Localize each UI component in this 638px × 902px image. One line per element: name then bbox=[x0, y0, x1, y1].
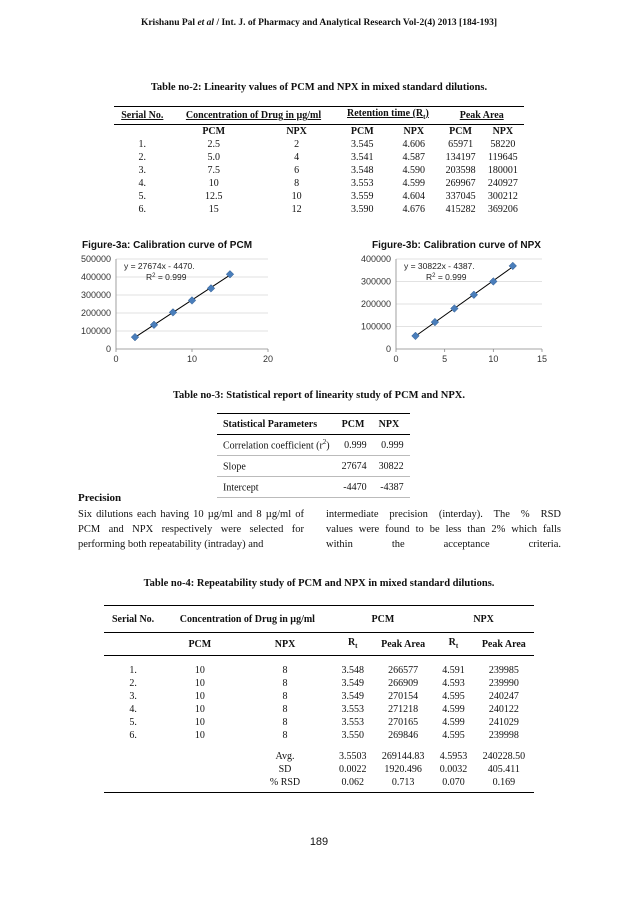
table2-caption: Table no-2: Linearity values of PCM and NPX in mixed standard dilutions. bbox=[150, 82, 488, 93]
table-cell: 266577 bbox=[388, 665, 419, 676]
x-tick-label: 15 bbox=[536, 354, 548, 364]
table-cell: 4.599 bbox=[402, 178, 426, 189]
table-cell: 6 bbox=[294, 165, 300, 176]
table-row bbox=[217, 456, 410, 477]
stats-value: 0.169 bbox=[474, 776, 534, 793]
t4-head-npx: NPX bbox=[433, 606, 534, 633]
precision-left-column bbox=[78, 507, 304, 552]
y-tick-label: 400000 bbox=[80, 272, 111, 282]
stats-value: 4.5953 bbox=[439, 751, 468, 762]
t2-head-area: Peak Area bbox=[439, 107, 524, 125]
table-row bbox=[104, 690, 534, 703]
table-cell: 1. bbox=[129, 665, 137, 676]
table-cell: 58220 bbox=[490, 139, 516, 150]
y-tick-label: 300000 bbox=[80, 290, 111, 300]
stats-value: 269144.83 bbox=[381, 751, 425, 762]
text-line: PCM and NPX respectively were selected for bbox=[78, 524, 304, 535]
t4-sub: NPX bbox=[238, 633, 333, 656]
t4-head-conc: Concentration of Drug in µg/ml bbox=[162, 606, 332, 633]
stats-label: Avg. bbox=[275, 751, 295, 762]
x-tick-label: 10 bbox=[186, 354, 198, 364]
table-cell: 4. bbox=[138, 178, 147, 189]
param-value: 0.999 bbox=[336, 435, 373, 456]
param-value: -4470 bbox=[336, 477, 373, 498]
stats-value: 240228.50 bbox=[482, 751, 526, 762]
table-cell: 10 bbox=[194, 717, 205, 728]
table-cell: 4.599 bbox=[442, 704, 465, 715]
t2-head-serial: Serial No. bbox=[114, 107, 171, 125]
t4-sub: Peak Area bbox=[373, 633, 433, 656]
running-header bbox=[0, 18, 638, 28]
table-cell: 5.0 bbox=[207, 152, 220, 163]
stats-row bbox=[104, 776, 534, 793]
y-tick-label: 300000 bbox=[360, 276, 391, 287]
table-cell: 2.5 bbox=[207, 139, 220, 150]
table-cell: 3. bbox=[129, 691, 137, 702]
table-cell: 203598 bbox=[445, 165, 476, 176]
regression-equation: y = 27674x - 4470. bbox=[124, 261, 195, 271]
table-row bbox=[217, 477, 410, 498]
table-cell: 4. bbox=[129, 704, 137, 715]
table-cell: 10 bbox=[194, 665, 205, 676]
table-cell: 10 bbox=[194, 678, 205, 689]
text-line: Six dilutions each having 10 µg/ml and 8 µg/ml of bbox=[78, 509, 304, 520]
y-tick-label: 200000 bbox=[360, 299, 391, 309]
r-squared-label: $R^2 = 0.999$ bbox=[426, 272, 467, 282]
table-cell: 270165 bbox=[388, 717, 419, 728]
table-cell: 4.593 bbox=[442, 678, 465, 689]
precision-right-column bbox=[326, 507, 561, 552]
param-value: 27674 bbox=[336, 456, 373, 477]
table-cell: 3.553 bbox=[341, 704, 364, 715]
t2-sub: PCM bbox=[449, 126, 472, 137]
table-cell: 239990 bbox=[488, 678, 519, 689]
t4-head-pcm: PCM bbox=[333, 606, 434, 633]
x-tick-label: 20 bbox=[262, 354, 274, 364]
table-cell: 180001 bbox=[487, 165, 518, 176]
data-point bbox=[169, 309, 177, 317]
data-point bbox=[451, 305, 459, 313]
table-row bbox=[114, 138, 524, 151]
table-cell: 241029 bbox=[488, 717, 519, 728]
table-cell: 4.676 bbox=[402, 204, 426, 215]
y-tick-label: 400000 bbox=[360, 254, 391, 264]
stats-row bbox=[104, 750, 534, 763]
table3 bbox=[217, 413, 410, 498]
precision-heading: Precision bbox=[78, 492, 122, 504]
table-cell: 4.595 bbox=[442, 691, 465, 702]
table-cell: 300212 bbox=[487, 191, 518, 202]
trend-line bbox=[135, 275, 230, 337]
param-value: 30822 bbox=[373, 456, 410, 477]
t4-sub: Peak Area bbox=[474, 633, 534, 656]
text-line: intermediate precision (interday). The % RSD bbox=[326, 509, 561, 520]
param-label: Intercept bbox=[217, 477, 336, 498]
table-cell: 271218 bbox=[388, 704, 419, 715]
table-cell: 3.590 bbox=[351, 204, 374, 215]
table-row bbox=[104, 703, 534, 716]
table4 bbox=[104, 605, 534, 793]
table-cell: 12 bbox=[291, 204, 302, 215]
table-cell: 65971 bbox=[448, 139, 474, 150]
table-cell: 10 bbox=[208, 178, 219, 189]
table-cell: 119645 bbox=[488, 152, 518, 163]
table-cell: 10 bbox=[194, 704, 205, 715]
table-cell: 270154 bbox=[388, 691, 419, 702]
stats-value: 1920.496 bbox=[384, 764, 422, 775]
stats-label: % RSD bbox=[238, 776, 333, 793]
stats-value: 0.0022 bbox=[338, 764, 367, 775]
t2-sub: NPX bbox=[403, 126, 425, 137]
npx-calibration-chart bbox=[346, 252, 556, 372]
table-cell: 4.606 bbox=[402, 139, 426, 150]
t3-head: PCM bbox=[336, 414, 373, 435]
table-cell: 240247 bbox=[488, 691, 519, 702]
t4-sub: $R_t$ bbox=[433, 633, 473, 656]
table-cell: 240122 bbox=[488, 704, 519, 715]
param-label: Slope bbox=[217, 456, 336, 477]
table-cell: 3.549 bbox=[341, 678, 364, 689]
t2-head-conc: Concentration of Drug in µg/ml bbox=[171, 107, 337, 125]
table-cell: 415282 bbox=[445, 204, 476, 215]
table-cell: 369206 bbox=[487, 204, 518, 215]
table-cell: 1. bbox=[138, 139, 147, 150]
table-cell: 8 bbox=[282, 665, 288, 676]
table-row bbox=[104, 729, 534, 742]
table-row bbox=[114, 164, 524, 177]
header-etal: et al bbox=[197, 18, 215, 28]
stats-row bbox=[104, 763, 534, 776]
table-cell: 3.548 bbox=[351, 165, 374, 176]
table-cell: 337045 bbox=[445, 191, 476, 202]
pcm-calibration-chart bbox=[72, 252, 282, 372]
stats-value: 0.713 bbox=[373, 776, 433, 793]
fig3b-caption: Figure-3b: Calibration curve of NPX bbox=[372, 240, 541, 251]
table-row bbox=[104, 664, 534, 677]
table-row bbox=[104, 716, 534, 729]
table-row bbox=[114, 177, 524, 190]
t4-head-serial: Serial No. bbox=[104, 606, 162, 633]
x-tick-label: 0 bbox=[393, 354, 399, 364]
stats-label: SD bbox=[278, 764, 292, 775]
data-point bbox=[150, 321, 158, 329]
table-cell: 3.553 bbox=[341, 717, 364, 728]
y-tick-label: 100000 bbox=[360, 321, 391, 332]
table-cell: 269967 bbox=[445, 178, 476, 189]
table4-caption: Table no-4: Repeatability study of PCM and NPX in mixed standard dilutions. bbox=[143, 578, 495, 589]
table-cell: 266909 bbox=[388, 678, 419, 689]
t2-head-rt: Retention time $(R_t)$ bbox=[336, 107, 439, 125]
x-tick-label: 10 bbox=[488, 354, 499, 364]
table-cell: 8 bbox=[282, 691, 288, 702]
table-cell: 2 bbox=[294, 139, 300, 150]
table-cell: 239998 bbox=[488, 730, 519, 741]
table-row bbox=[114, 203, 524, 216]
t3-head: Statistical Parameters bbox=[217, 414, 336, 435]
y-tick-label: 200000 bbox=[80, 308, 111, 318]
table-cell: 4.595 bbox=[442, 730, 465, 741]
header-journal: / Int. J. of Pharmacy and Analytical Research Vol-2(4) 2013 [184-193] bbox=[216, 18, 498, 28]
table-row bbox=[114, 190, 524, 203]
table-cell: 4.590 bbox=[402, 165, 426, 176]
y-tick-label: 0 bbox=[385, 344, 391, 354]
y-tick-label: 500000 bbox=[80, 254, 111, 264]
table-cell: 15 bbox=[208, 204, 219, 215]
table-cell: 269846 bbox=[388, 730, 419, 741]
table-cell: 12.5 bbox=[204, 191, 223, 202]
text-line: within the acceptance criteria. bbox=[326, 539, 561, 550]
y-tick-label: 100000 bbox=[80, 326, 111, 336]
table-cell: 8 bbox=[282, 730, 288, 741]
table-cell: 8 bbox=[282, 717, 288, 728]
y-tick-label: 0 bbox=[105, 344, 111, 354]
x-tick-label: 0 bbox=[113, 354, 119, 364]
table-cell: 6. bbox=[129, 730, 137, 741]
table-cell: 3.559 bbox=[351, 191, 374, 202]
t3-head: NPX bbox=[373, 414, 410, 435]
r-squared-label: $R^2 = 0.999$ bbox=[146, 272, 187, 282]
table-cell: 4.599 bbox=[442, 717, 465, 728]
stats-value: 3.5503 bbox=[338, 751, 367, 762]
table-cell: 240927 bbox=[487, 178, 518, 189]
stats-value: 0.062 bbox=[333, 776, 373, 793]
table-cell: 3.548 bbox=[341, 665, 364, 676]
table-cell: 5. bbox=[138, 191, 147, 202]
stats-value: 0.0032 bbox=[439, 764, 468, 775]
table-cell: 3.550 bbox=[341, 730, 364, 741]
table-cell: 4 bbox=[294, 152, 300, 163]
data-point bbox=[131, 333, 139, 341]
text-line: values were found to be less than 2% which falls bbox=[326, 524, 561, 535]
table-cell: 10 bbox=[291, 191, 302, 202]
param-value: -4387 bbox=[373, 477, 410, 498]
x-tick-label: 5 bbox=[442, 354, 448, 364]
table-row bbox=[114, 151, 524, 164]
t2-sub: NPX bbox=[492, 126, 514, 137]
table-cell: 134197 bbox=[445, 152, 476, 163]
param-value: 0.999 bbox=[373, 435, 410, 456]
table-cell: 2. bbox=[138, 152, 147, 163]
table-cell: 2. bbox=[129, 678, 137, 689]
table-cell: 3.545 bbox=[351, 139, 374, 150]
header-authors: Krishanu Pal bbox=[140, 18, 196, 28]
t2-sub: PCM bbox=[202, 126, 226, 137]
data-point bbox=[412, 332, 420, 340]
table2 bbox=[114, 106, 524, 216]
table-cell: 3.541 bbox=[351, 152, 374, 163]
table-cell: 8 bbox=[282, 678, 288, 689]
table-cell: 3.553 bbox=[351, 178, 374, 189]
stats-value: 405.411 bbox=[487, 764, 520, 775]
param-label: Correlation coefficient $(r^2)$ bbox=[217, 435, 336, 456]
table-cell: 239985 bbox=[488, 665, 519, 676]
table3-caption: Table no-3: Statistical report of linearity study of PCM and NPX. bbox=[173, 390, 465, 401]
table-cell: 7.5 bbox=[207, 165, 220, 176]
table-row bbox=[104, 677, 534, 690]
table-cell: 6. bbox=[138, 204, 147, 215]
stats-value: 0.070 bbox=[433, 776, 473, 793]
t2-sub: NPX bbox=[286, 126, 307, 137]
table-cell: 4.591 bbox=[442, 665, 465, 676]
t4-sub: $R_t$ bbox=[333, 633, 373, 656]
t2-sub: PCM bbox=[350, 126, 374, 137]
table-cell: 10 bbox=[194, 691, 205, 702]
table-row bbox=[217, 435, 410, 456]
table-cell: 3.549 bbox=[341, 691, 364, 702]
t4-sub: PCM bbox=[162, 633, 237, 656]
table-cell: 8 bbox=[282, 704, 288, 715]
page-number: 189 bbox=[309, 836, 329, 848]
fig3a-caption: Figure-3a: Calibration curve of PCM bbox=[82, 240, 253, 251]
table-cell: 5. bbox=[129, 717, 137, 728]
table-cell: 8 bbox=[294, 178, 300, 189]
table-cell: 10 bbox=[194, 730, 205, 741]
regression-equation: y = 30822x - 4387. bbox=[404, 261, 475, 271]
table-cell: 4.587 bbox=[402, 152, 426, 163]
table-cell: 3. bbox=[138, 165, 147, 176]
table-cell: 4.604 bbox=[402, 191, 426, 202]
text-line: performing both repeatability (intraday) and bbox=[78, 539, 264, 550]
